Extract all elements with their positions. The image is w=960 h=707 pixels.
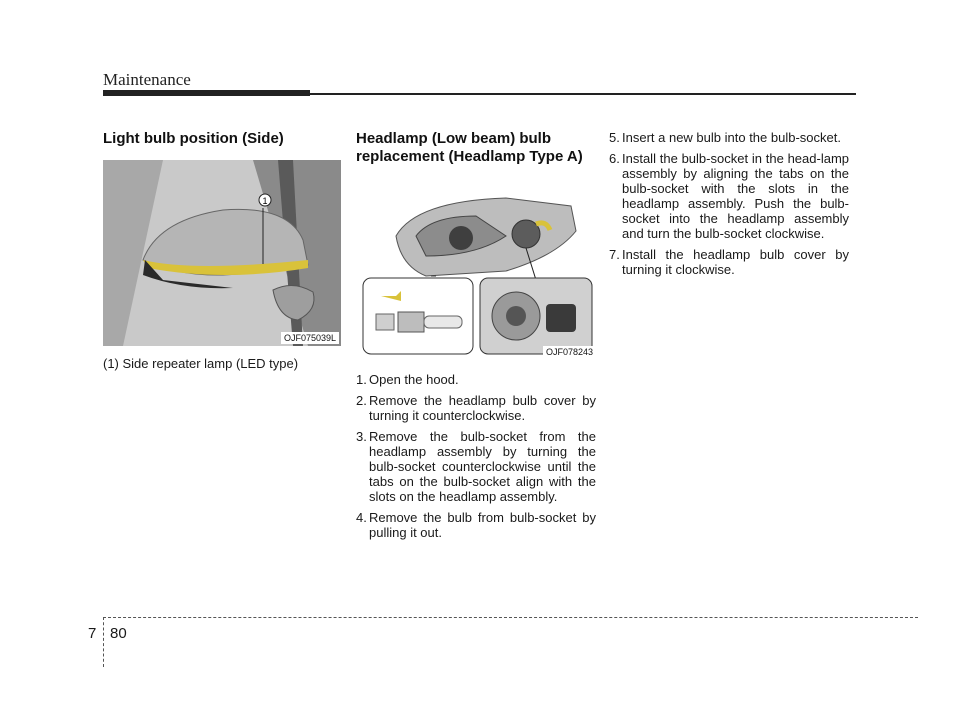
page-header-title: Maintenance	[103, 70, 191, 89]
list-item	[609, 130, 849, 145]
left-column	[103, 130, 343, 372]
step-number: 6.	[609, 151, 620, 166]
page-number: 80	[110, 625, 127, 642]
step-number: 4.	[356, 510, 367, 525]
section-heading-side-bulb: Light bulb position (Side)	[103, 130, 284, 147]
list-item	[356, 372, 596, 387]
step-text: Remove the bulb from bulb-socket by pulling it out.	[369, 510, 596, 540]
chapter-number: 7	[88, 625, 97, 642]
figure-code: OJF075039L	[281, 332, 339, 344]
figure-code: OJF078243	[543, 346, 596, 358]
steps-list-middle	[356, 372, 596, 540]
headlamp-figure	[356, 176, 598, 360]
step-text: Open the hood.	[369, 372, 459, 387]
footer-divider	[103, 617, 104, 667]
list-item	[356, 393, 596, 423]
list-item	[356, 429, 596, 504]
side-mirror-illustration	[103, 160, 341, 346]
middle-column	[356, 130, 596, 546]
section-heading-headlamp: Headlamp (Low beam) bulb replacement (Headlamp Type A)	[356, 130, 583, 165]
step-text: Insert a new bulb into the bulb-socket.	[622, 130, 841, 145]
step-number: 5.	[609, 130, 620, 145]
headlamp-illustration	[356, 176, 598, 360]
footer-rule	[103, 617, 918, 618]
step-number: 2.	[356, 393, 367, 408]
step-text: Remove the bulb-socket from the headlamp assembly by turning the bulb-socket counterclockwise until the tabs on the bulb-socket align with the slots on the headlamp assembly.	[369, 429, 596, 504]
callout-number: 1	[262, 196, 268, 206]
list-item	[609, 151, 849, 241]
step-text: Install the bulb-socket in the head-lamp assembly by aligning the tabs on the bulb-socket with the slots in the headlamp assembly. Push the bulb-socket into the headlamp assembly and turn the bulb-socket clockwise.	[622, 151, 849, 241]
side-mirror-figure	[103, 160, 341, 346]
steps-list-right	[609, 130, 849, 277]
header-rule	[103, 93, 856, 95]
step-text: Remove the headlamp bulb cover by turning it counterclockwise.	[369, 393, 596, 423]
list-item	[356, 510, 596, 540]
list-item	[609, 247, 849, 277]
figure-caption: (1) Side repeater lamp (LED type)	[103, 356, 299, 371]
step-number: 3.	[356, 429, 367, 444]
step-number: 1.	[356, 372, 367, 387]
step-text: Install the headlamp bulb cover by turning it clockwise.	[622, 247, 849, 277]
right-column	[609, 130, 849, 283]
step-number: 7.	[609, 247, 620, 262]
